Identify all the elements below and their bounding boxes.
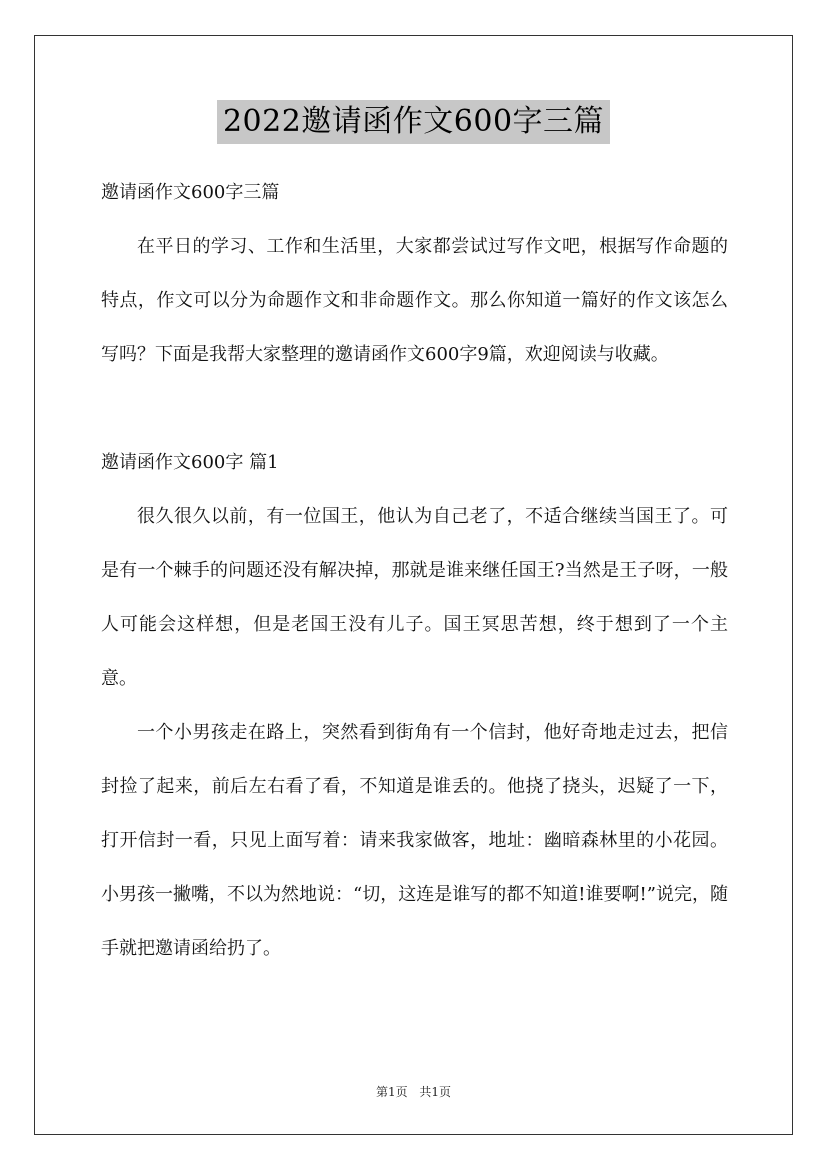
- body-paragraph-1: 很久很久以前，有一位国王，他认为自己老了，不适合继续当国王了。可是有一个棘手的问题还没有解决掉，那就是谁来继任国王?当然是王子呀，一般人可能会这样想，但是老国王没有儿子。国王冥思苦想，终于想到了一个主意。: [101, 506, 728, 689]
- intro-paragraph: 在平日的学习、工作和生活里，大家都尝试过写作文吧，根据写作命题的特点，作文可以分为命题作文和非命题作文。那么你知道一篇好的作文该怎么写吗？下面是我帮大家整理的邀请函作文600字9篇，欢迎阅读与收藏。: [101, 236, 728, 365]
- page-number: 第1页: [375, 1085, 408, 1099]
- section-heading: 邀请函作文600字 篇1: [101, 452, 279, 473]
- title-area: [0, 100, 827, 144]
- subheading: 邀请函作文600字三篇: [101, 182, 280, 203]
- page-footer: [0, 1084, 827, 1100]
- document-body: [101, 166, 728, 976]
- document-title: 2022邀请函作文600字三篇: [217, 100, 610, 144]
- body-paragraph-2: 一个小男孩走在路上，突然看到街角有一个信封，他好奇地走过去，把信封捡了起来，前后左右看了看，不知道是谁丢的。他挠了挠头，迟疑了一下，打开信封一看，只见上面写着：请来我家做客，地址：幽暗森林里的小花园。小男孩一撇嘴，不以为然地说：“切，这连是谁写的都不知道!谁要啊!”说完，随手就把邀请函给扔了。: [101, 722, 728, 959]
- page-total: 共1页: [419, 1085, 452, 1099]
- section-spacer: [101, 382, 728, 436]
